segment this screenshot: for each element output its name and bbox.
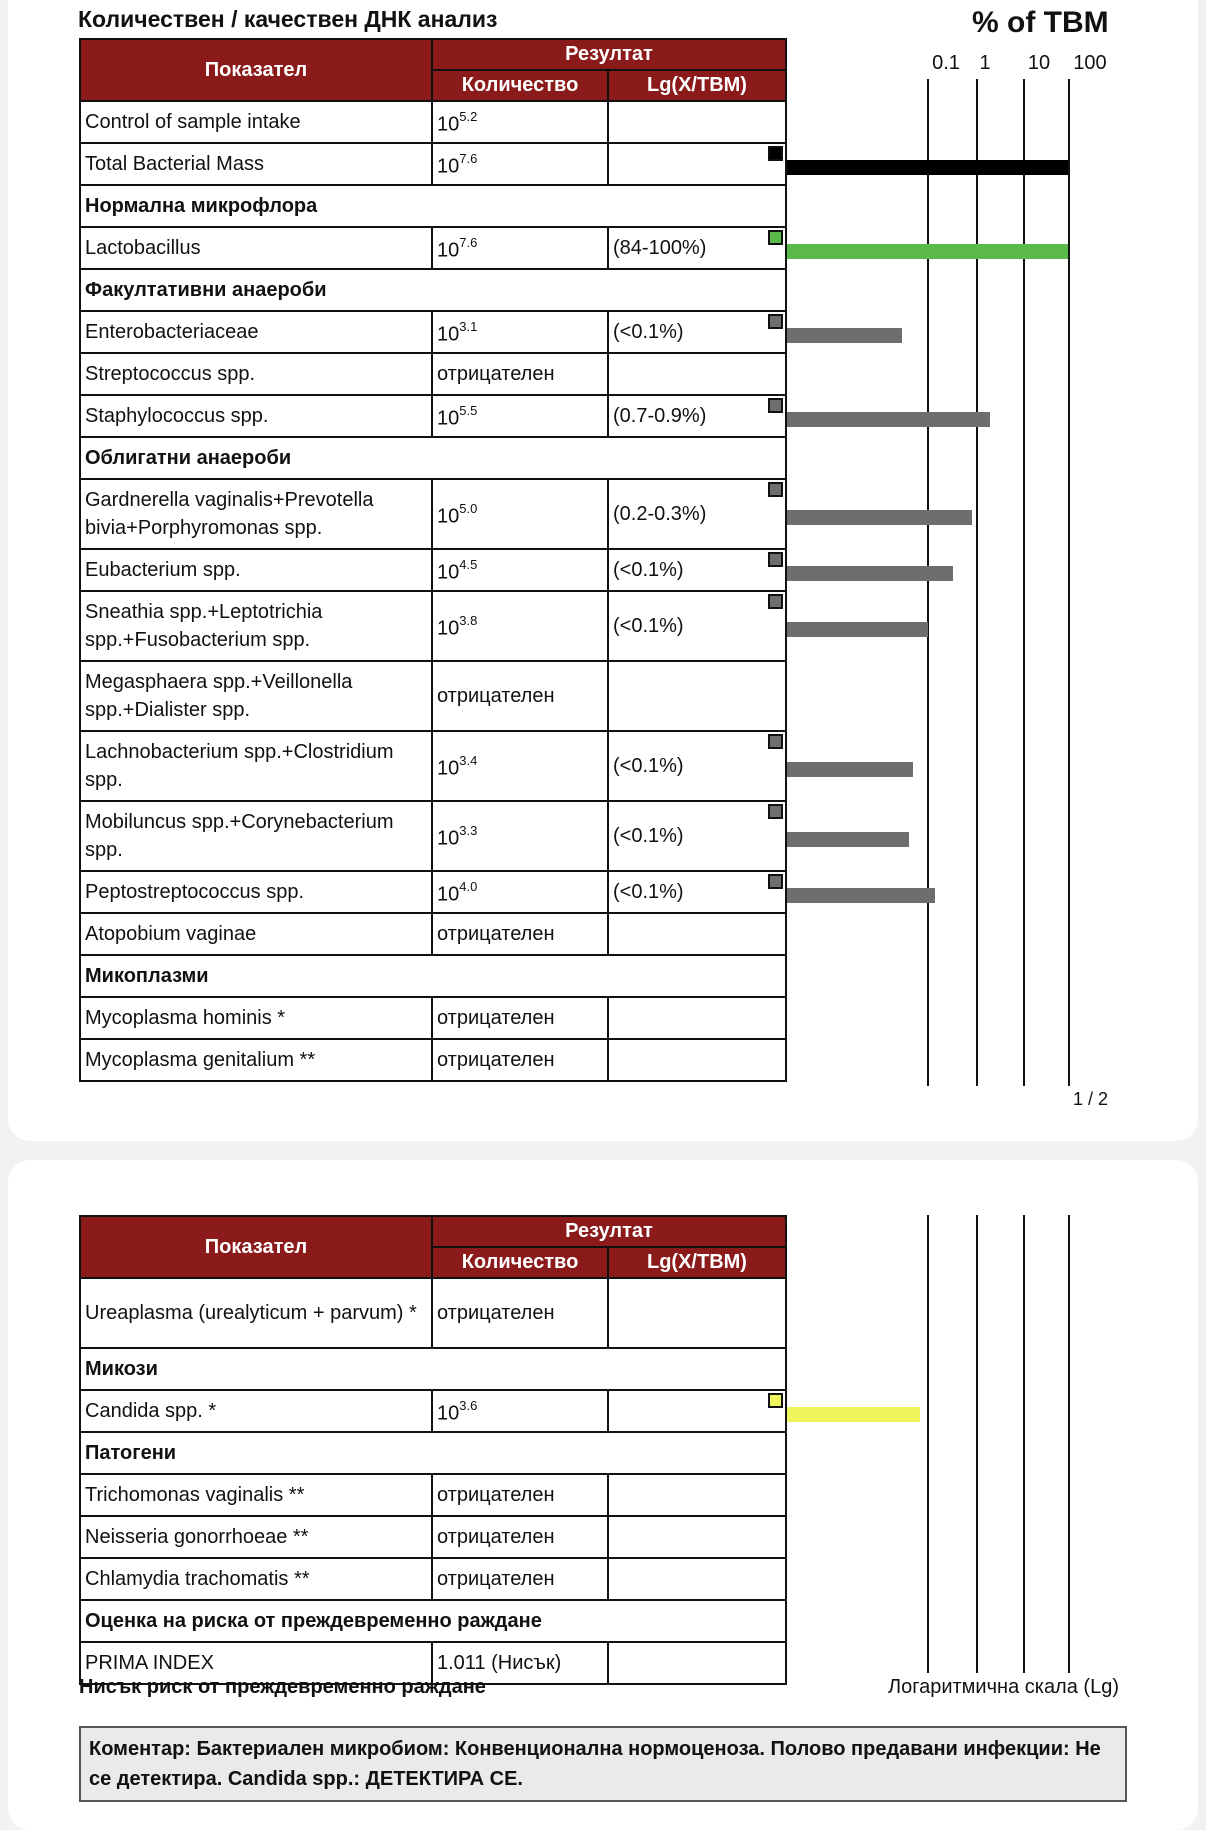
- table-row: [80, 1516, 786, 1558]
- table-row: [80, 395, 786, 437]
- tbm-bar: [787, 762, 913, 777]
- quantity-value: [432, 479, 608, 549]
- axis-label-1: 1: [979, 52, 991, 74]
- indicator-name: Trichomonas vaginalis **: [80, 1474, 432, 1516]
- table-row: [80, 1558, 786, 1600]
- table-row: [80, 591, 786, 661]
- header-lg: Lg(X/TBM): [608, 1247, 786, 1278]
- category-label: Факултативни анаероби: [80, 269, 786, 311]
- table-row: [80, 101, 786, 143]
- lg-text: (0.7-0.9%): [613, 405, 707, 427]
- indicator-name: Mycoplasma hominis *: [80, 997, 432, 1039]
- quantity-value: отрицателен: [432, 661, 608, 731]
- quantity-base: 10: [437, 827, 460, 850]
- indicator-name: Enterobacteriaceae: [80, 311, 432, 353]
- indicator-name: Peptostreptococcus spp.: [80, 871, 432, 913]
- quantity-exponent: 7.6: [459, 151, 478, 167]
- lg-value: [608, 353, 786, 395]
- quantity-exponent: 5.0: [459, 501, 478, 517]
- header-result: Резултат: [432, 39, 786, 70]
- category-row: [80, 1432, 786, 1474]
- indicator-name: Ureaplasma (urealyticum + parvum) *: [80, 1278, 432, 1348]
- header-quantity: Количество: [432, 70, 608, 101]
- lg-value: [608, 1516, 786, 1558]
- quantity-exponent: 5.5: [459, 403, 478, 419]
- table-row: [80, 143, 786, 185]
- tbm-bar: [787, 832, 909, 847]
- scale-line-10-p2: [1023, 1215, 1025, 1673]
- quantity-value: отрицателен: [432, 913, 608, 955]
- table-row: [80, 1278, 786, 1348]
- risk-note: Нисък риск от преждевременно раждане: [79, 1676, 486, 1698]
- legend-marker: [768, 230, 783, 245]
- quantity-value: отрицателен: [432, 997, 608, 1039]
- scale-line-100: [1068, 79, 1070, 1086]
- quantity-value: отрицателен: [432, 353, 608, 395]
- axis-label-0.1: 0.1: [932, 52, 960, 74]
- legend-marker: [768, 594, 783, 609]
- lg-value: [608, 479, 786, 549]
- quantity-exponent: 3.1: [459, 319, 478, 335]
- lg-value: [608, 1278, 786, 1348]
- quantity-value: [432, 101, 608, 143]
- quantity-base: 10: [437, 757, 460, 780]
- lg-text: (<0.1%): [613, 559, 684, 581]
- quantity-value: отрицателен: [432, 1278, 608, 1348]
- lg-value: [608, 1039, 786, 1081]
- category-label: Микоплазми: [80, 955, 786, 997]
- lg-value: [608, 731, 786, 801]
- indicator-name: Total Bacterial Mass: [80, 143, 432, 185]
- header-result: Резултат: [432, 1216, 786, 1247]
- quantity-exponent: 3.4: [459, 753, 478, 769]
- table-row: [80, 549, 786, 591]
- quantity-value: [432, 549, 608, 591]
- indicator-name: Control of sample intake: [80, 101, 432, 143]
- header-lg: Lg(X/TBM): [608, 70, 786, 101]
- quantity-exponent: 4.0: [459, 879, 478, 895]
- lg-value: [608, 913, 786, 955]
- lg-text: (<0.1%): [613, 755, 684, 777]
- quantity-value: [432, 143, 608, 185]
- tbm-scale-title: % of TBM: [972, 6, 1109, 39]
- category-row: [80, 437, 786, 479]
- legend-marker: [768, 874, 783, 889]
- tbm-bar: [787, 510, 972, 525]
- quantity-value: отрицателен: [432, 1039, 608, 1081]
- quantity-exponent: 4.5: [459, 557, 478, 573]
- quantity-value: отрицателен: [432, 1474, 608, 1516]
- indicator-name: Atopobium vaginae: [80, 913, 432, 955]
- indicator-name: Candida spp. *: [80, 1390, 432, 1432]
- lg-text: (<0.1%): [613, 881, 684, 903]
- quantity-exponent: 3.6: [459, 1398, 478, 1414]
- scale-line-100-p2: [1068, 1215, 1070, 1673]
- legend-marker: [768, 552, 783, 567]
- table-row: [80, 353, 786, 395]
- quantity-base: 10: [437, 113, 460, 136]
- table-row: [80, 227, 786, 269]
- legend-marker: [768, 804, 783, 819]
- lg-value: [608, 801, 786, 871]
- lg-text: (0.2-0.3%): [613, 503, 707, 525]
- category-row: [80, 269, 786, 311]
- lg-text: (<0.1%): [613, 321, 684, 343]
- quantity-exponent: 7.6: [459, 235, 478, 251]
- table-row: [80, 731, 786, 801]
- tbm-bar: [787, 566, 953, 581]
- quantity-base: 10: [437, 617, 460, 640]
- table-row: [80, 1390, 786, 1432]
- indicator-name: Chlamydia trachomatis **: [80, 1558, 432, 1600]
- table-row: [80, 661, 786, 731]
- scale-line-1: [976, 79, 978, 1086]
- quantity-value: [432, 227, 608, 269]
- quantity-value: 1.011 (Нисък): [432, 1642, 608, 1684]
- legend-marker: [768, 734, 783, 749]
- category-label: Патогени: [80, 1432, 786, 1474]
- legend-marker: [768, 314, 783, 329]
- tbm-bar: [787, 244, 1068, 259]
- quantity-base: 10: [437, 561, 460, 584]
- indicator-name: Eubacterium spp.: [80, 549, 432, 591]
- legend-marker: [768, 482, 783, 497]
- table-row: [80, 1039, 786, 1081]
- axis-label-10: 10: [1027, 52, 1051, 74]
- results-table-2: [79, 1215, 787, 1685]
- table-row: [80, 479, 786, 549]
- indicator-name: Staphylococcus spp.: [80, 395, 432, 437]
- quantity-exponent: 3.8: [459, 613, 478, 629]
- lg-text: (<0.1%): [613, 825, 684, 847]
- quantity-value: [432, 395, 608, 437]
- category-row: [80, 1600, 786, 1642]
- legend-marker: [768, 146, 783, 161]
- table-row: [80, 311, 786, 353]
- tbm-bar: [787, 1407, 920, 1422]
- lg-value: [608, 1558, 786, 1600]
- lg-value: [608, 661, 786, 731]
- axis-label-100: 100: [1073, 52, 1107, 74]
- scale-line-0.1-p2: [927, 1215, 929, 1673]
- category-row: [80, 955, 786, 997]
- scale-line-10: [1023, 79, 1025, 1086]
- lg-text: (<0.1%): [613, 615, 684, 637]
- tbm-bar: [787, 622, 928, 637]
- lg-value: [608, 101, 786, 143]
- indicator-name: Sneathia spp.+Leptotrichia spp.+Fusobacterium spp.: [80, 591, 432, 661]
- indicator-name: Gardnerella vaginalis+Prevotella bivia+Porphyromonas spp.: [80, 479, 432, 549]
- quantity-value: отрицателен: [432, 1516, 608, 1558]
- category-row: [80, 185, 786, 227]
- legend-marker: [768, 1393, 783, 1408]
- scale-line-1-p2: [976, 1215, 978, 1673]
- quantity-base: 10: [437, 239, 460, 262]
- indicator-name: Mobiluncus spp.+Corynebacterium spp.: [80, 801, 432, 871]
- table-row: [80, 1474, 786, 1516]
- quantity-value: [432, 591, 608, 661]
- log-scale-label: Логаритмична скала (Lg): [888, 1676, 1119, 1698]
- lg-value: [608, 997, 786, 1039]
- lg-value: [608, 1390, 786, 1432]
- results-table-1: [79, 38, 787, 1082]
- indicator-name: Lactobacillus: [80, 227, 432, 269]
- indicator-name: Megasphaera spp.+Veillonella spp.+Dialister spp.: [80, 661, 432, 731]
- category-row: [80, 1348, 786, 1390]
- indicator-name: Mycoplasma genitalium **: [80, 1039, 432, 1081]
- quantity-base: 10: [437, 1402, 460, 1425]
- quantity-value: [432, 311, 608, 353]
- quantity-base: 10: [437, 155, 460, 178]
- category-label: Облигатни анаероби: [80, 437, 786, 479]
- header-quantity: Количество: [432, 1247, 608, 1278]
- quantity-value: [432, 731, 608, 801]
- lg-value: [608, 871, 786, 913]
- lg-value: [608, 1642, 786, 1684]
- header-indicator: Показател: [80, 39, 432, 101]
- indicator-name: Streptococcus spp.: [80, 353, 432, 395]
- tbm-bar: [787, 412, 990, 427]
- tbm-bar: [787, 328, 902, 343]
- lg-value: [608, 591, 786, 661]
- report-title: Количествен / качествен ДНК анализ: [78, 6, 498, 32]
- quantity-base: 10: [437, 323, 460, 346]
- lg-value: [608, 395, 786, 437]
- quantity-exponent: 5.2: [459, 109, 478, 125]
- quantity-exponent: 3.3: [459, 823, 478, 839]
- legend-marker: [768, 398, 783, 413]
- tbm-bar: [787, 160, 1068, 175]
- page-number: 1 / 2: [1073, 1089, 1109, 1109]
- scale-line-0.1: [927, 79, 929, 1086]
- lg-value: [608, 227, 786, 269]
- category-label: Оценка на риска от преждевременно раждане: [80, 1600, 786, 1642]
- category-label: Нормална микрофлора: [80, 185, 786, 227]
- indicator-name: Neisseria gonorrhoeae **: [80, 1516, 432, 1558]
- table-row: [80, 913, 786, 955]
- lg-value: [608, 143, 786, 185]
- category-label: Микози: [80, 1348, 786, 1390]
- lg-value: [608, 311, 786, 353]
- tbm-bar: [787, 888, 935, 903]
- table-row: [80, 997, 786, 1039]
- quantity-value: [432, 1390, 608, 1432]
- lg-value: [608, 1474, 786, 1516]
- quantity-value: [432, 871, 608, 913]
- quantity-value: отрицателен: [432, 1558, 608, 1600]
- quantity-base: 10: [437, 505, 460, 528]
- quantity-value: [432, 801, 608, 871]
- quantity-base: 10: [437, 883, 460, 906]
- table-row: [80, 871, 786, 913]
- indicator-name: PRIMA INDEX: [80, 1642, 432, 1684]
- table-row: [80, 801, 786, 871]
- header-indicator: Показател: [80, 1216, 432, 1278]
- comment-box: Коментар: Бактериален микробиом: Конвенционална нормоценоза. Полово предавани инфекции: Не се детектира. Candida spp.: ДЕТЕКТИРА СЕ.: [79, 1726, 1127, 1802]
- indicator-name: Lachnobacterium spp.+Clostridium spp.: [80, 731, 432, 801]
- quantity-base: 10: [437, 407, 460, 430]
- lg-text: (84-100%): [613, 237, 707, 259]
- lg-value: [608, 549, 786, 591]
